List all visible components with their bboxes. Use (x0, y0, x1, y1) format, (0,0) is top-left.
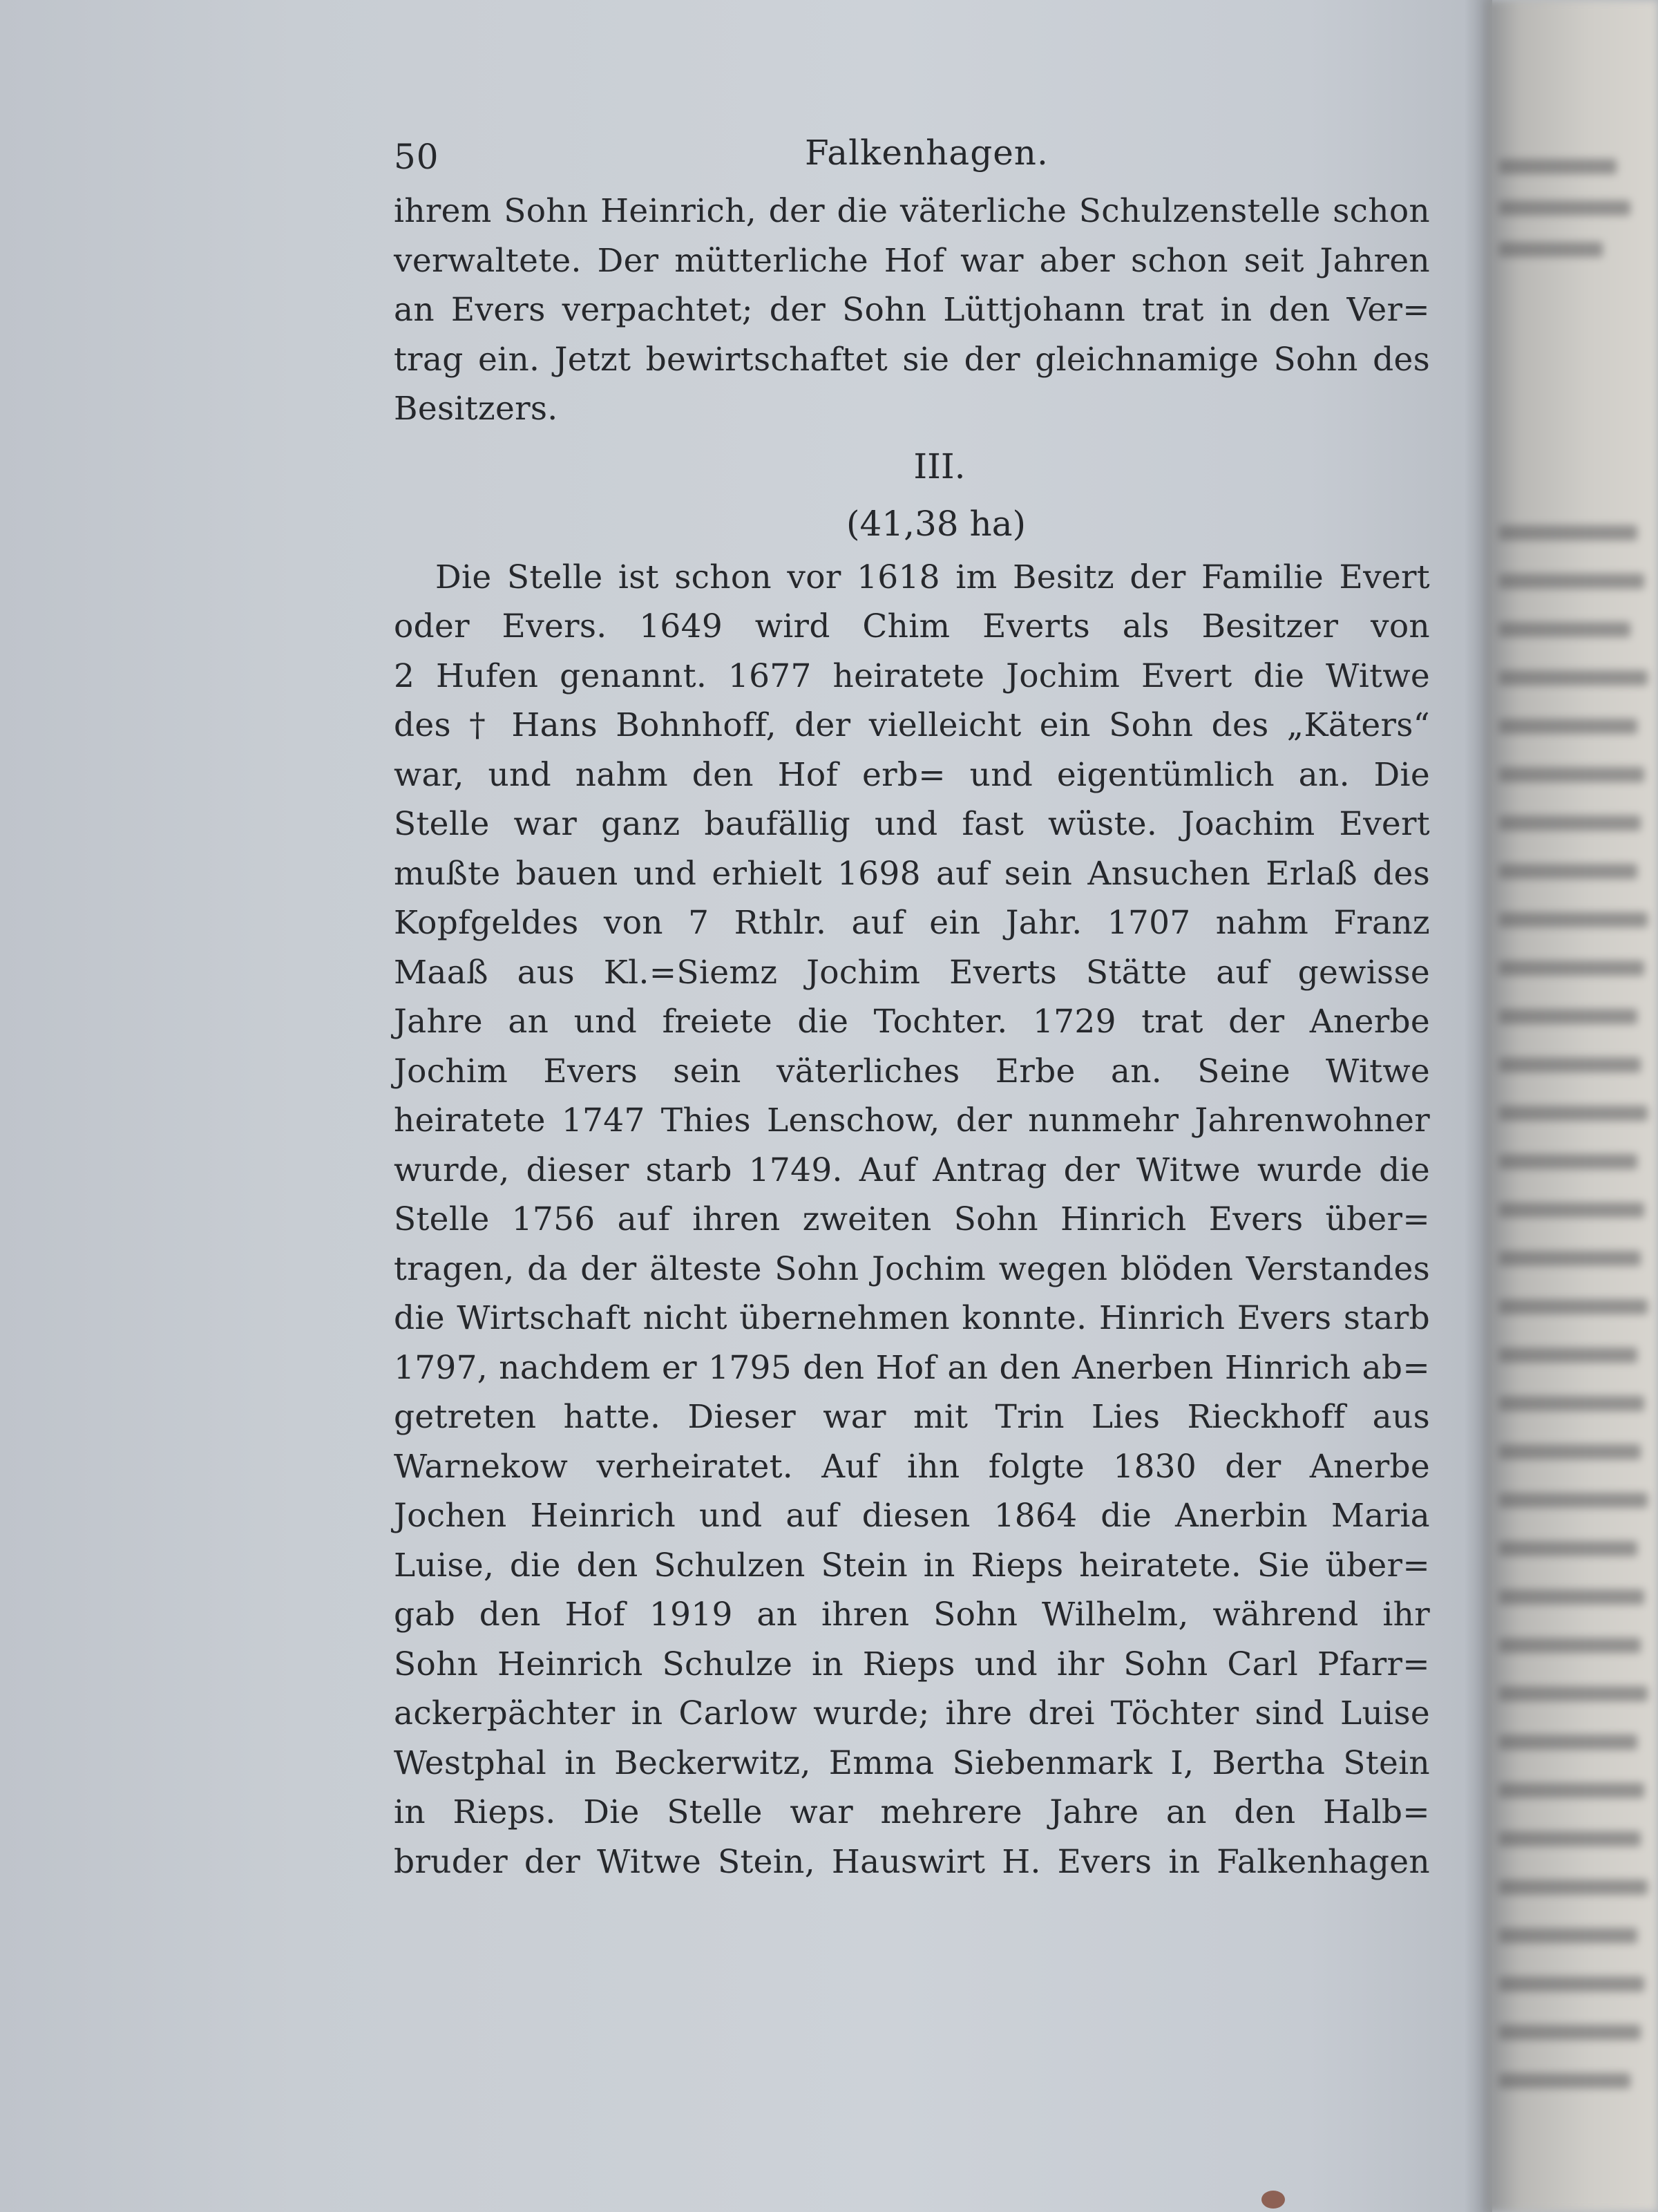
text-line: mußte bauen und erhielt 1698 auf sein Ansuchen Erlaß des (394, 854, 1430, 893)
text-line: war, und nahm den Hof erb= und eigentümlich an. Die (394, 755, 1430, 794)
page-text-block (394, 131, 1430, 1887)
text-line: Maaß aus Kl.=Siemz Jochim Everts Stätte auf gewisse (394, 953, 1430, 992)
text-line: oder Evers. 1649 wird Chim Everts als Besitzer von (394, 607, 1430, 645)
text-line: Sohn Heinrich Schulze in Rieps und ihr Sohn Carl Pfarr= (394, 1645, 1430, 1683)
text-line: Die Stelle ist schon vor 1618 im Besitz der Familie Evert (435, 558, 1430, 596)
text-line: Jahre an und freiete die Tochter. 1729 trat der Anerbe (394, 1003, 1430, 1041)
facing-page-line (1499, 1541, 1637, 1556)
facing-page-line (1499, 670, 1648, 686)
text-line: Jochim Evers sein väterliches Erbe an. Seine Witwe (394, 1052, 1430, 1090)
text-line: gab den Hof 1919 an ihren Sohn Wilhelm, während ihr (394, 1596, 1430, 1634)
facing-page-blurred (1485, 0, 1658, 2212)
text-line: Jochen Heinrich und auf diesen 1864 die Anerbin Maria (394, 1497, 1430, 1535)
text-line: Stelle war ganz baufällig und fast wüste. Joachim Evert (394, 805, 1430, 843)
facing-page-line (1499, 525, 1637, 540)
text-line: Westphal in Beckerwitz, Emma Siebenmark I, Bertha Stein (394, 1743, 1430, 1782)
facing-page-line (1499, 961, 1644, 976)
facing-page-line (1499, 1154, 1637, 1169)
facing-page-line (1499, 1444, 1641, 1459)
facing-page-line (1499, 719, 1637, 734)
facing-page-line (1499, 1928, 1637, 1943)
facing-page-line (1499, 2025, 1641, 2040)
running-title: Falkenhagen. (805, 133, 1049, 173)
text-line: bruder der Witwe Stein, Hauswirt H. Evers in Falkenhagen (394, 1842, 1430, 1881)
running-head (394, 131, 1430, 187)
continuation-paragraph (394, 187, 1430, 434)
facing-page-line (1499, 242, 1603, 257)
text-line: an Evers verpachtet; der Sohn Lüttjohann trat in den Ver= (394, 291, 1430, 329)
facing-page-line (1499, 200, 1630, 216)
facing-page-line (1499, 1734, 1637, 1750)
facing-page-line (1499, 1880, 1648, 1895)
text-line: Besitzers. (394, 390, 558, 428)
facing-page-line (1499, 1057, 1641, 1072)
text-line: 2 Hufen genannt. 1677 heiratete Jochim Evert die Witwe (394, 656, 1430, 695)
text-line: Warnekow verheiratet. Auf ihn folgte 1830 der Anerbe (394, 1447, 1430, 1486)
text-line: wurde, dieser starb 1749. Auf Antrag der Witwe wurde die (394, 1151, 1430, 1189)
facing-page-line (1499, 912, 1648, 927)
paper-stain (1261, 2191, 1285, 2209)
text-line: ackerpächter in Carlow wurde; ihre drei Töchter sind Luise (394, 1694, 1430, 1732)
text-line: getreten hatte. Dieser war mit Trin Lies Rieckhoff aus (394, 1398, 1430, 1436)
text-line: Luise, die den Schulzen Stein in Rieps heiratete. Sie über= (394, 1546, 1430, 1585)
facing-page-line (1499, 1251, 1641, 1266)
text-line: tragen, da der älteste Sohn Jochim wegen blöden Verstandes (394, 1249, 1430, 1288)
facing-page-line (1499, 159, 1617, 174)
facing-page-line (1499, 1783, 1644, 1798)
section-area: (41,38 ha) (846, 503, 1027, 544)
facing-page-line (1499, 767, 1644, 782)
facing-page-line (1499, 1009, 1637, 1024)
text-line: Kopfgeldes von 7 Rthlr. auf ein Jahr. 1707 nahm Franz (394, 904, 1430, 942)
facing-page-line (1499, 1976, 1644, 1992)
facing-page-line (1499, 1589, 1644, 1605)
text-line: des † Hans Bohnhoff, der vielleicht ein Sohn des „Käters“ (394, 706, 1430, 744)
facing-page-line (1499, 1348, 1637, 1363)
text-line: in Rieps. Die Stelle war mehrere Jahre an den Halb= (394, 1793, 1430, 1831)
facing-page-line (1499, 1396, 1644, 1411)
text-line: 1797, nachdem er 1795 den Hof an den Anerben Hinrich ab= (394, 1348, 1430, 1387)
text-line: ihrem Sohn Heinrich, der die väterliche Schulzenstelle schon (394, 192, 1430, 230)
facing-page-line (1499, 574, 1644, 589)
text-line: Stelle 1756 auf ihren zweiten Sohn Hinrich Evers über= (394, 1200, 1430, 1238)
facing-page-line (1499, 1686, 1648, 1701)
facing-page-line (1499, 1831, 1641, 1846)
facing-page-line (1499, 2073, 1630, 2088)
facing-page-line (1499, 1106, 1648, 1121)
text-line: verwaltete. Der mütterliche Hof war aber schon seit Jahren (394, 241, 1430, 280)
page-number: 50 (394, 137, 439, 177)
facing-page-line (1499, 1299, 1648, 1314)
facing-page-line (1499, 864, 1637, 879)
facing-page-line (1499, 1493, 1648, 1508)
facing-page-line (1499, 1638, 1641, 1653)
text-line: heiratete 1747 Thies Lenschow, der nunmehr Jahrenwohner (394, 1102, 1430, 1140)
facing-page-line (1499, 622, 1630, 637)
section-heading: III. (913, 446, 966, 486)
text-line: die Wirtschaft nicht übernehmen konnte. Hinrich Evers starb (394, 1299, 1430, 1337)
text-line: trag ein. Jetzt bewirtschaftet sie der gleichnamige Sohn des (394, 340, 1430, 379)
facing-page-line (1499, 1202, 1644, 1218)
section-paragraph (394, 553, 1430, 1887)
facing-page-line (1499, 815, 1641, 831)
